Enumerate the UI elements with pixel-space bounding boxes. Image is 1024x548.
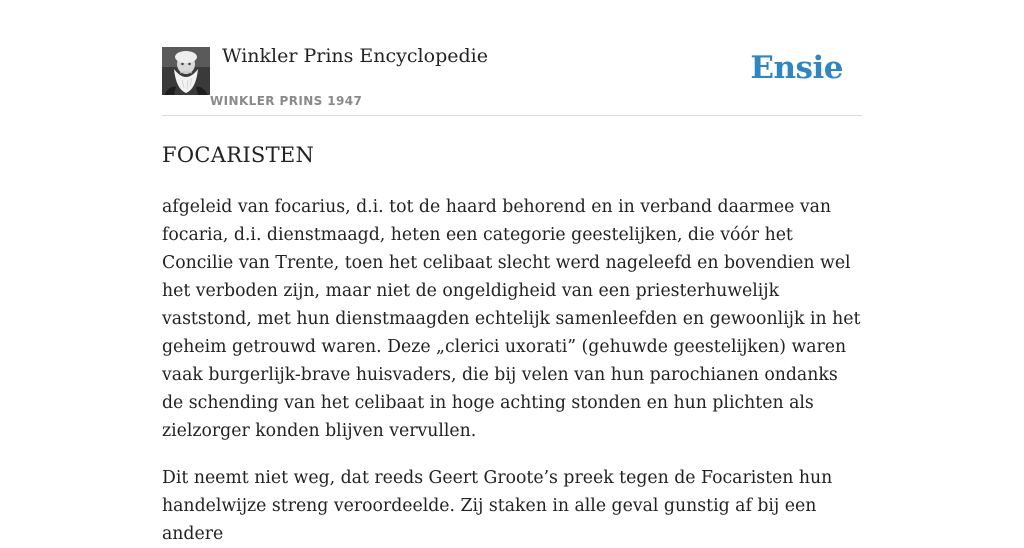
article-paragraph: afgeleid van focarius, d.i. tot de haard behorend en in verband daarmee van focaria, d.i. dienstmaagd, heten een categorie geestelijken, die vóór het Concilie van Trente, toen het celibaat slecht werd nageleefd en bovendien wel het verboden zijn, maar niet de ongeldigheid van een priesterhuwelijk vaststond, met hun dienstmaagden echtelijk samenleefden en gewoonlijk in het geheim getrouwd waren. Deze „clerici uxorati” (gehuwde geestelijken) waren vaak burgerlijk-brave huisvaders, die bij velen van hun parochianen ondanks de schending van het celibaat in hoge achting stonden en hun plichten als zielzorger konden blijven vervullen. <box>162 197 861 441</box>
article-header <box>162 0 862 116</box>
bearded-man-portrait-icon[interactable] <box>162 47 210 95</box>
article-container <box>162 0 862 548</box>
article-paragraph: Dit neemt niet weg, dat reeds Geert Groote’s preek tegen de Focaristen hun handelwijze streng veroordeelde. Zij staken in alle geval gunstig af bij een andere <box>162 468 833 544</box>
edition-label: WINKLER PRINS 1947 <box>210 94 363 108</box>
publication-name[interactable]: Winkler Prins Encyclopedie <box>222 45 488 67</box>
avatar-image <box>162 47 210 95</box>
article-title: FOCARISTEN <box>162 143 315 167</box>
brand-logo[interactable]: Ensie <box>750 50 843 86</box>
